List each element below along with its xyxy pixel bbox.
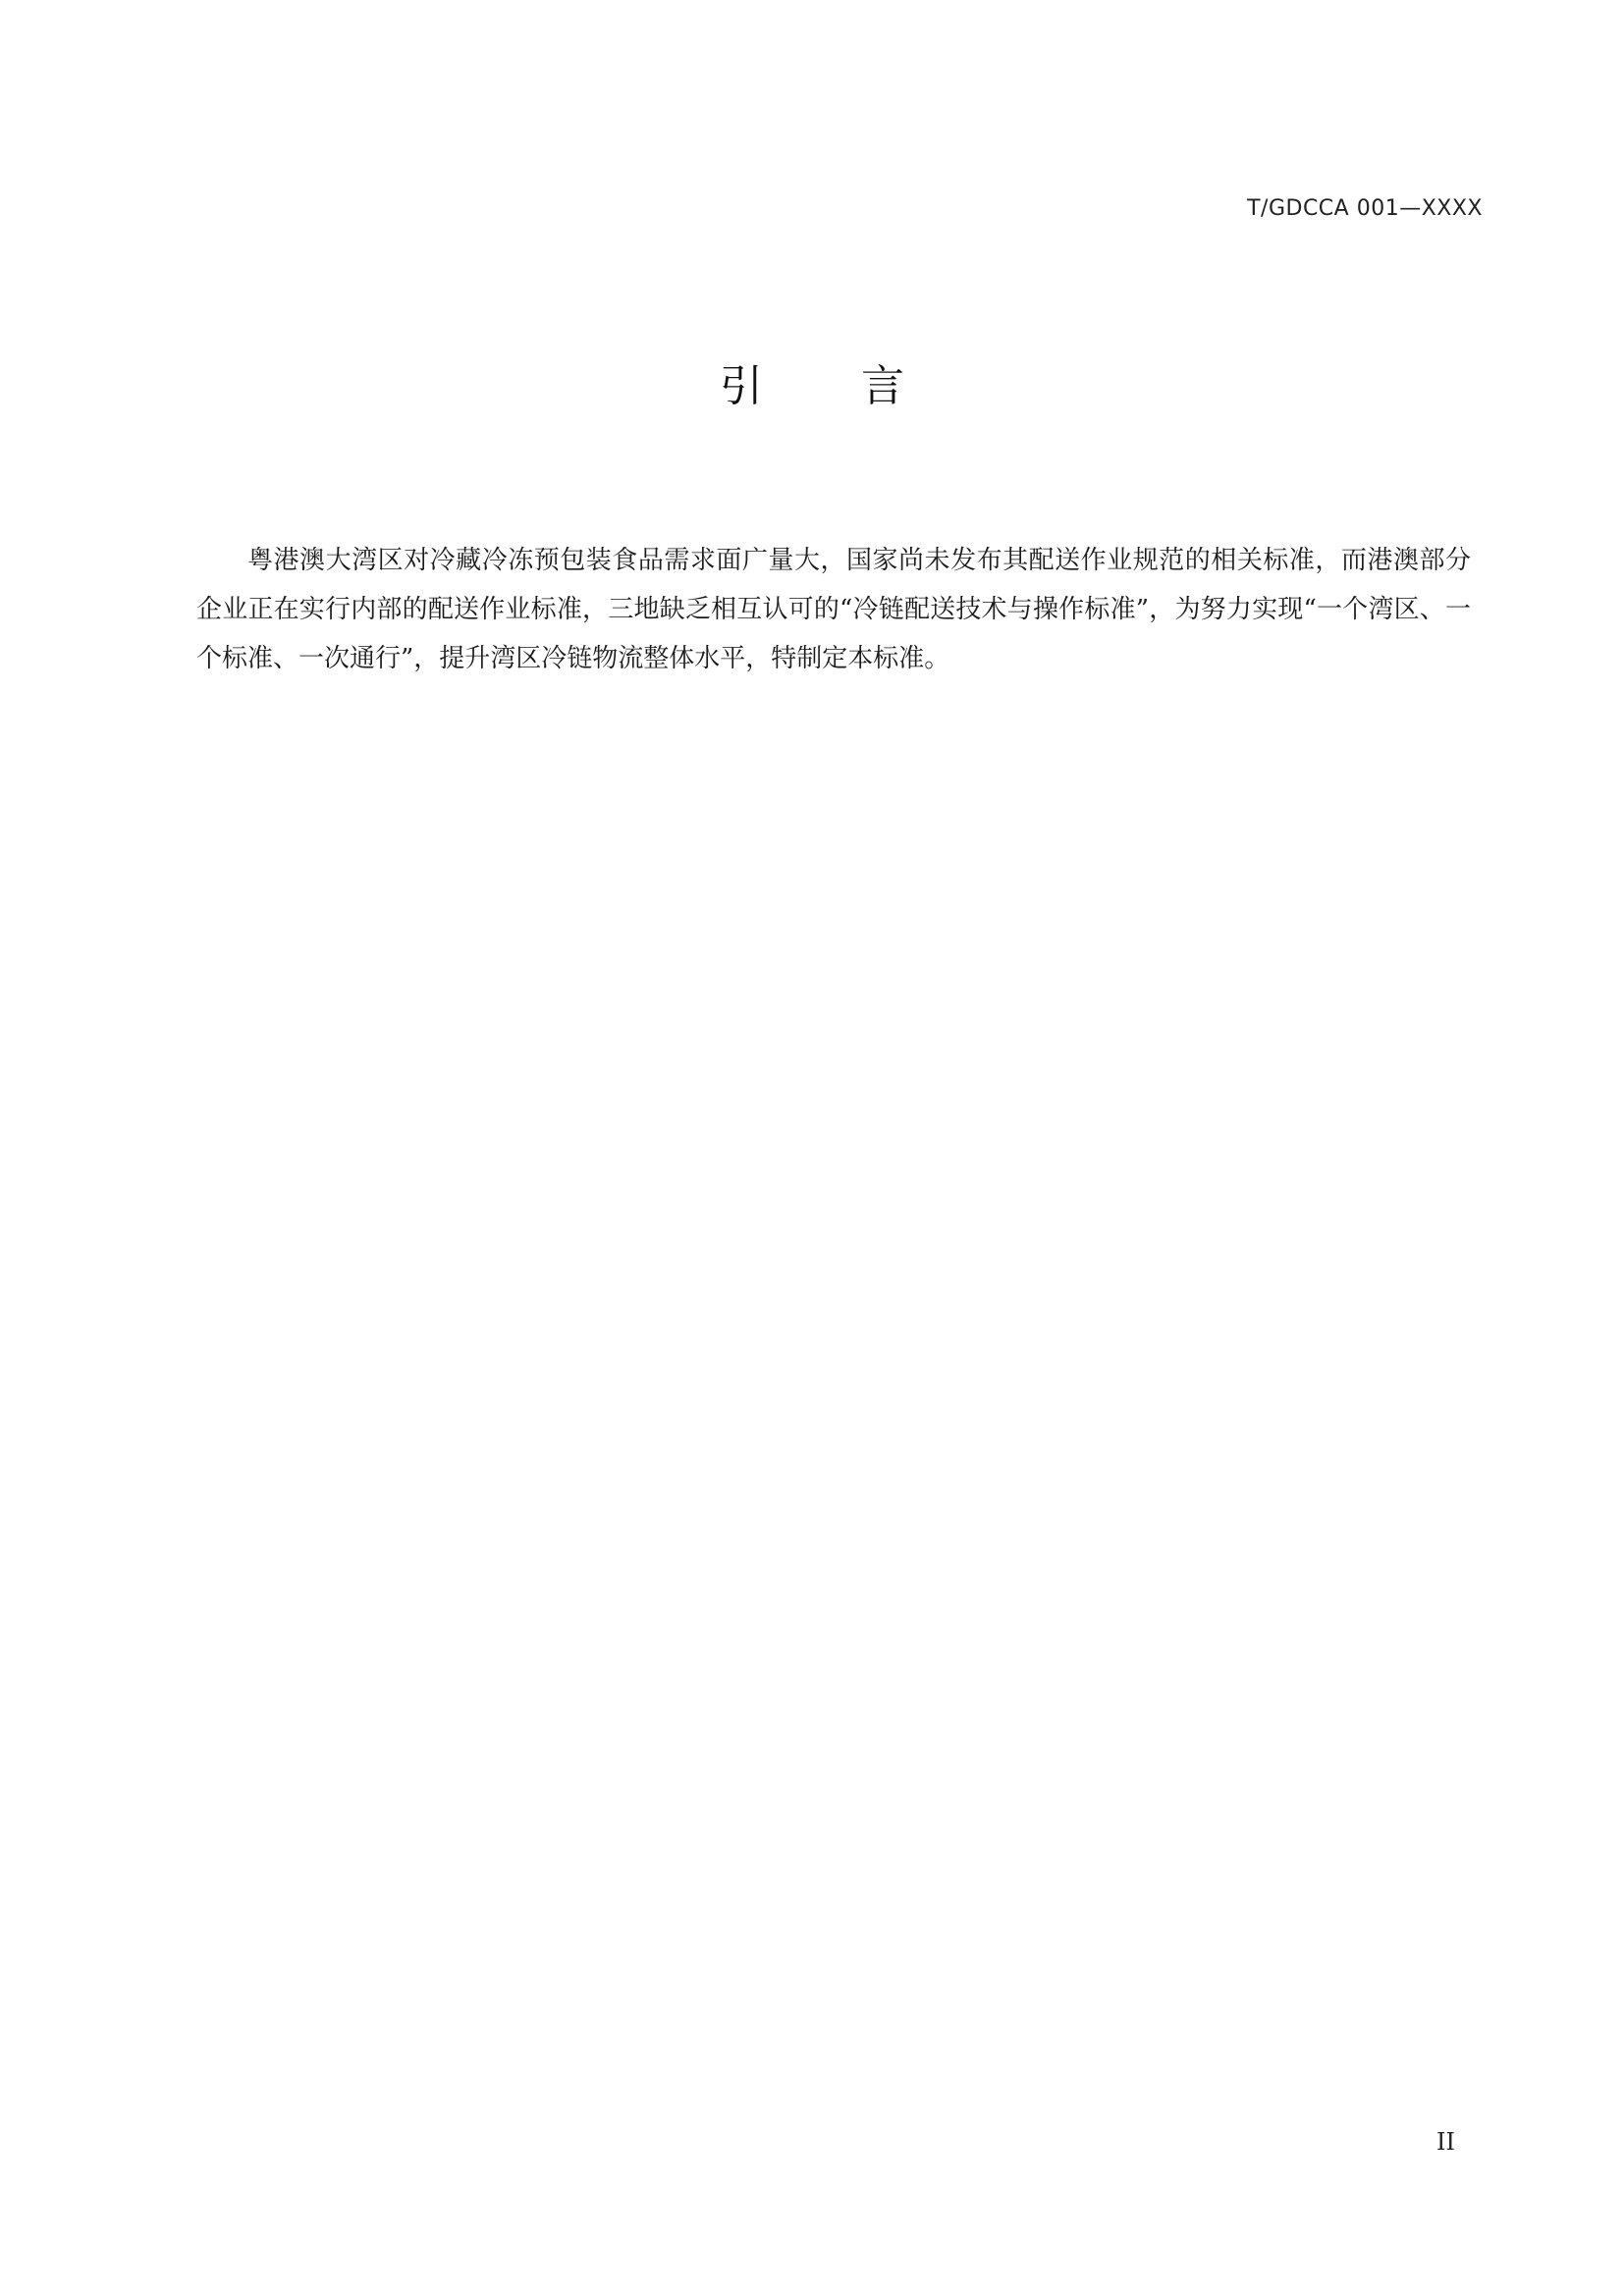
section-title-char-2: 言 [861,361,904,411]
section-title-char-1: 引 [720,361,763,411]
introduction-paragraph: 粤港澳大湾区对冷藏冷冻预包装食品需求面广量大，国家尚未发布其配送作业规范的相关标准，而港澳部分企业正在实行内部的配送作业标准，三地缺乏相互认可的“冷链配送技术与操作标准”，为努力实现“一个湾区、一个标准、一次通行”，提升湾区冷链物流整体水平，特制定本标准。 [196,546,1471,673]
document-code: T/GDCCA 001—XXXX [1247,196,1483,221]
section-title [0,361,1624,411]
page-number: II [1436,2128,1455,2156]
